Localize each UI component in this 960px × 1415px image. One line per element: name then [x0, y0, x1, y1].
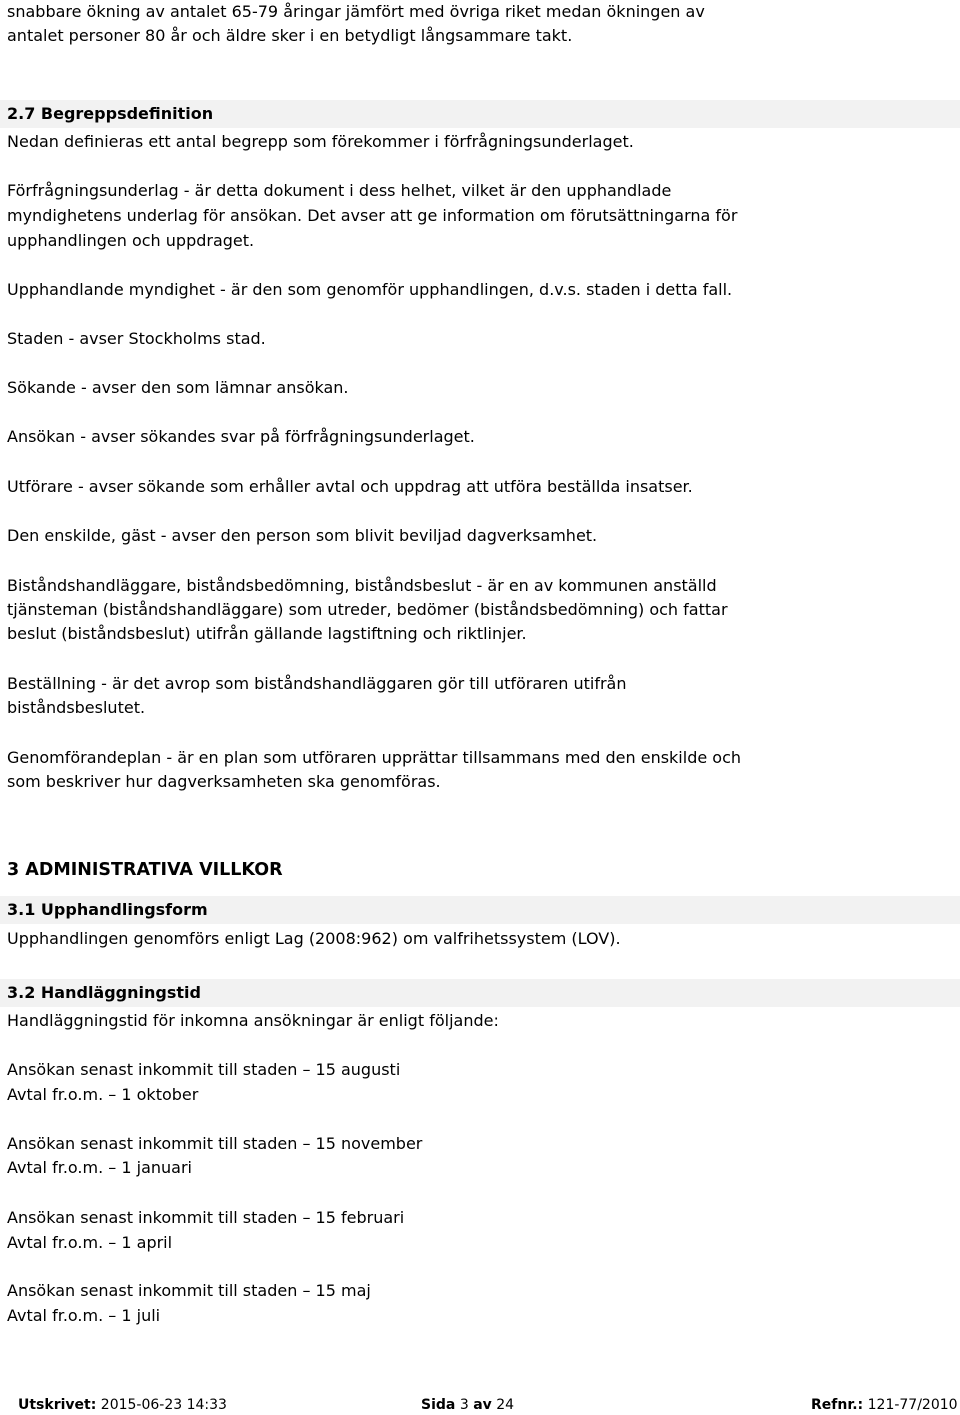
- schedule-contract-label: Avtal fr.o.m.: [7, 1158, 104, 1177]
- schedule-deadline-date: 15 maj: [315, 1281, 371, 1300]
- section-2-7-intro: Nedan definieras ett antal begrepp som förekommer i förfrågningsunderlaget.: [7, 132, 634, 151]
- section-3-1-text: Upphandlingen genomförs enligt Lag (2008:962) om valfrihetssystem (LOV).: [7, 929, 621, 948]
- schedule-contract-label: Avtal fr.o.m.: [7, 1085, 104, 1104]
- definition-line: Sökande - avser den som lämnar ansökan.: [7, 378, 349, 397]
- schedule-deadline-line: [7, 1134, 422, 1154]
- definition-line: Utförare - avser sökande som erhåller avtal och uppdrag att utföra beställda insatser.: [7, 477, 693, 496]
- schedule-deadline-line: [7, 1208, 404, 1228]
- intro-line-1: snabbare ökning av antalet 65-79 åringar jämfört med övriga riket medan ökningen av: [7, 2, 705, 21]
- section-heading-2-7: [0, 100, 960, 128]
- section-heading-2-7-text: 2.7 Begreppsdefinition: [7, 104, 214, 123]
- footer-ref-value: 121-77/2010: [867, 1397, 958, 1413]
- definition-line: biståndsbeslutet.: [7, 698, 146, 717]
- definition-line: myndighetens underlag för ansökan. Det avser att ge information om förutsättningarna för: [7, 206, 738, 225]
- schedule-dash: –: [108, 1306, 117, 1325]
- section-heading-3-2: [0, 979, 960, 1007]
- schedule-deadline-date: 15 augusti: [315, 1060, 401, 1079]
- footer-printed-label: Utskrivet:: [18, 1397, 97, 1413]
- intro-line-2: antalet personer 80 år och äldre sker i en betydligt långsammare takt.: [7, 26, 573, 45]
- section-heading-3: [0, 856, 960, 884]
- definition-line: Ansökan - avser sökandes svar på förfrågningsunderlaget.: [7, 427, 475, 446]
- schedule-deadline-label: Ansökan senast inkommit till staden: [7, 1060, 298, 1079]
- schedule-deadline-line: [7, 1281, 371, 1301]
- section-heading-3-1-text: 3.1 Upphandlingsform: [7, 900, 208, 919]
- footer-ref: [811, 1396, 958, 1414]
- definition-line: Beställning - är det avrop som biståndshandläggaren gör till utföraren utifrån: [7, 674, 627, 693]
- footer-page-total: 24: [496, 1397, 515, 1413]
- schedule-contract-label: Avtal fr.o.m.: [7, 1233, 104, 1252]
- footer-printed-value: 2015-06-23 14:33: [100, 1397, 227, 1413]
- definition-line: Staden - avser Stockholms stad.: [7, 329, 266, 348]
- schedule-contract-date: 1 april: [121, 1233, 173, 1252]
- schedule-dash: –: [108, 1085, 117, 1104]
- definition-line: Förfrågningsunderlag - är detta dokument i dess helhet, vilket är den upphandlade: [7, 181, 672, 200]
- definition-line: Biståndshandläggare, biståndsbedömning, biståndsbeslut - är en av kommunen anställd: [7, 576, 717, 595]
- schedule-contract-line: [7, 1233, 172, 1253]
- definition-line: Genomförandeplan - är en plan som utföraren upprättar tillsammans med den enskilde och: [7, 748, 742, 767]
- schedule-dash: –: [108, 1158, 117, 1177]
- schedule-deadline-line: [7, 1060, 400, 1080]
- schedule-dash: –: [302, 1134, 311, 1153]
- schedule-deadline-date: 15 februari: [315, 1208, 405, 1227]
- definition-line: beslut (biståndsbeslut) utifrån gällande lagstiftning och riktlinjer.: [7, 624, 527, 643]
- schedule-deadline-label: Ansökan senast inkommit till staden: [7, 1208, 298, 1227]
- definition-line: tjänsteman (biståndshandläggare) som utreder, bedömer (biståndsbedömning) och fattar: [7, 600, 728, 619]
- schedule-contract-line: [7, 1085, 198, 1105]
- section-heading-3-text: 3 ADMINISTRATIVA VILLKOR: [7, 860, 283, 880]
- footer-page-current: 3: [459, 1397, 469, 1413]
- definition-line: Den enskilde, gäst - avser den person som blivit beviljad dagverksamhet.: [7, 526, 598, 545]
- schedule-contract-label: Avtal fr.o.m.: [7, 1306, 104, 1325]
- footer-page-label: Sida: [421, 1397, 456, 1413]
- footer-ref-label: Refnr.:: [811, 1397, 864, 1413]
- schedule-deadline-date: 15 november: [315, 1134, 423, 1153]
- footer-page-of: av: [473, 1397, 492, 1413]
- footer-printed: [18, 1396, 227, 1414]
- definition-line: upphandlingen och uppdraget.: [7, 231, 255, 250]
- section-heading-3-1: [0, 896, 960, 924]
- schedule-dash: –: [302, 1208, 311, 1227]
- schedule-deadline-label: Ansökan senast inkommit till staden: [7, 1134, 298, 1153]
- schedule-deadline-label: Ansökan senast inkommit till staden: [7, 1281, 298, 1300]
- schedule-contract-line: [7, 1306, 160, 1326]
- schedule-dash: –: [108, 1233, 117, 1252]
- section-3-2-text: Handläggningstid för inkomna ansökningar är enligt följande:: [7, 1011, 499, 1030]
- schedule-contract-date: 1 juli: [121, 1306, 161, 1325]
- schedule-contract-date: 1 januari: [121, 1158, 192, 1177]
- schedule-contract-line: [7, 1158, 192, 1178]
- definition-line: Upphandlande myndighet - är den som genomför upphandlingen, d.v.s. staden i detta fall.: [7, 280, 733, 299]
- footer-page: [421, 1396, 514, 1414]
- schedule-contract-date: 1 oktober: [121, 1085, 199, 1104]
- definition-line: som beskriver hur dagverksamheten ska genomföras.: [7, 772, 441, 791]
- schedule-dash: –: [302, 1281, 311, 1300]
- section-heading-3-2-text: 3.2 Handläggningstid: [7, 983, 201, 1002]
- schedule-dash: –: [302, 1060, 311, 1079]
